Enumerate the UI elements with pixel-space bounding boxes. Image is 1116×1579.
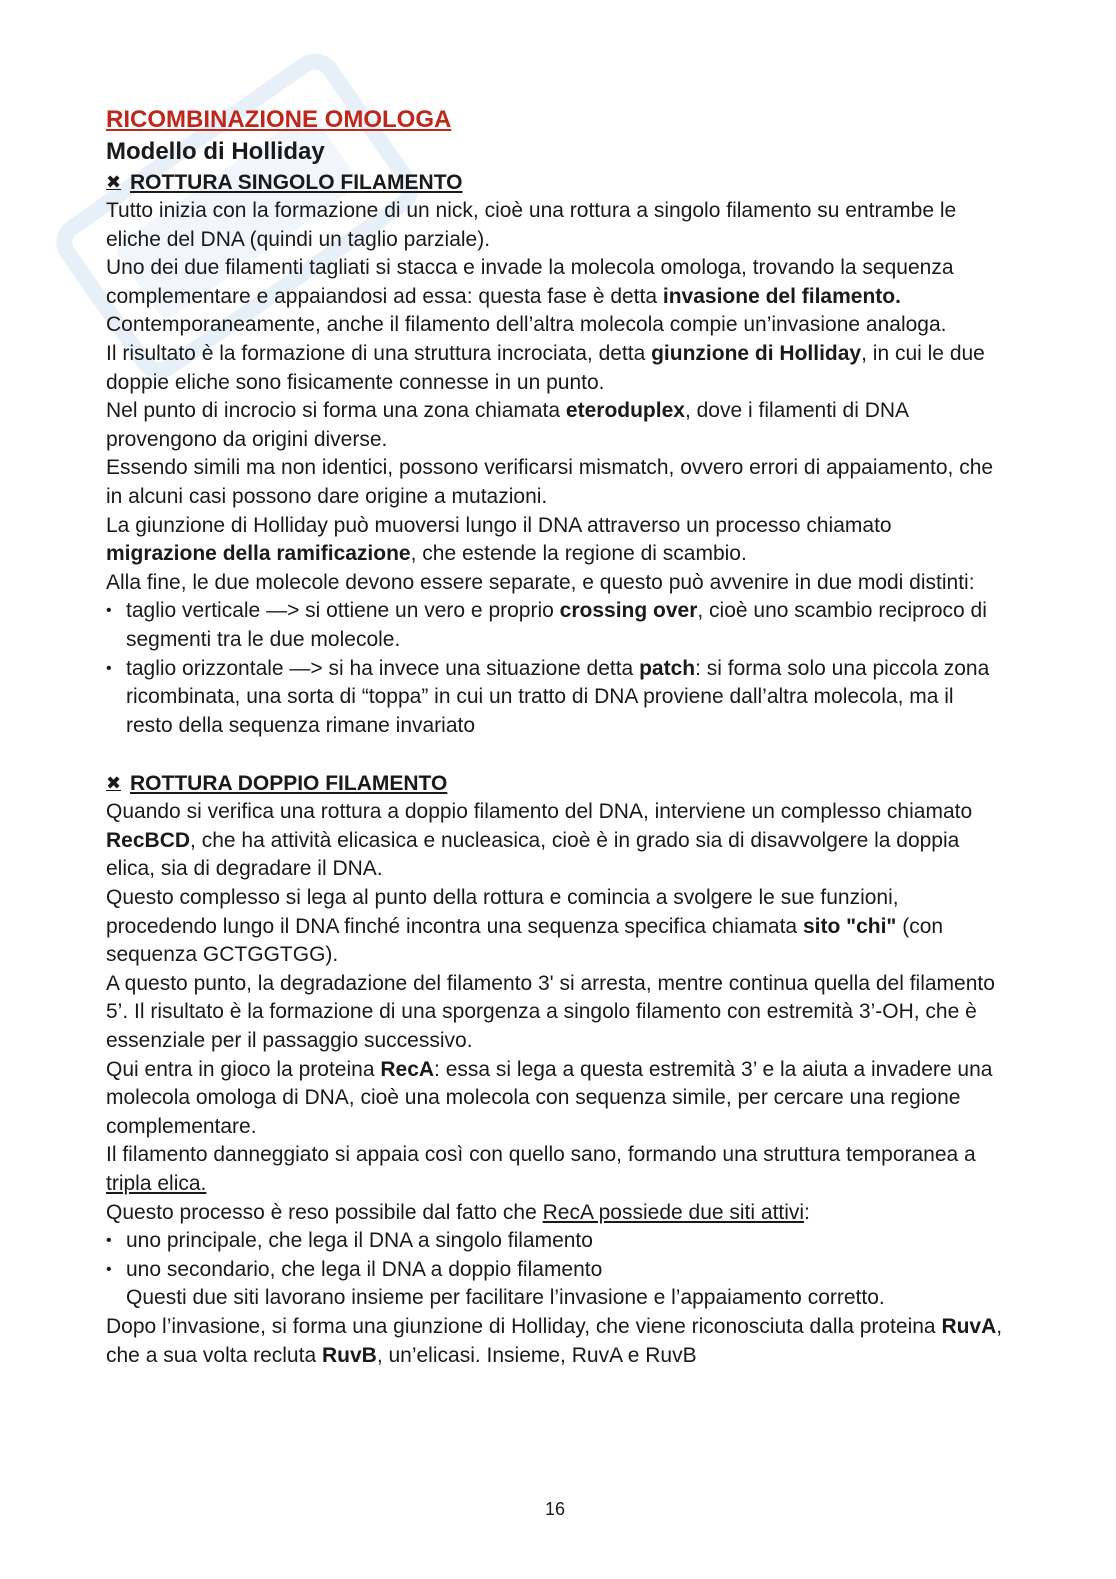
section-heading-label: ROTTURA SINGOLO FILAMENTO xyxy=(130,171,463,194)
list-item: • taglio orizzontale —> si ha invece una situazione detta patch: si forma solo una piccola zona ricombinata, una sorta di “toppa” in cui un tratto di DNA proviene dall’altra molecola, ma il resto della sequenza rimane invariato xyxy=(106,655,1006,741)
bullet-list xyxy=(106,597,1006,740)
bullet-icon: ✖ xyxy=(106,172,122,192)
bullet-list xyxy=(106,1227,1006,1284)
paragraph: Il filamento danneggiato si appaia così con quello sano, formando una struttura temporanea a tripla elica. xyxy=(106,1143,976,1195)
paragraph: Uno dei due filamenti tagliati si stacca e invade la molecola omologa, trovando la sequenza complementare e appaiandosi ad essa: questa fase è detta invasione del filamento. Contemporaneamente, anche il filamento dell’altra molecola compie un’invasione analoga. xyxy=(106,256,954,337)
paragraph: Il risultato è la formazione di una struttura incrociata, detta giunzione di Holliday, in cui le due doppie eliche sono fisicamente connesse in un punto. xyxy=(106,341,985,394)
list-item: • uno secondario, che lega il DNA a doppio filamento xyxy=(106,1256,1006,1285)
paragraph: La giunzione di Holliday può muoversi lungo il DNA attraverso un processo chiamato migrazione della ramificazione, che estende la regione di scambio. xyxy=(106,513,892,566)
paragraph: Qui entra in gioco la proteina RecA: essa si lega a questa estremità 3’ e la aiuta a invadere una molecola omologa di DNA, cioè una molecola con sequenza simile, per cercare una regione complementare. xyxy=(106,1057,993,1138)
paragraph: Questo processo è reso possibile dal fatto che RecA possiede due siti attivi: xyxy=(106,1200,810,1224)
paragraph: Essendo simili ma non identici, possono verificarsi mismatch, ovvero errori di appaiamento, che in alcuni casi possono dare origine a mutazioni. xyxy=(106,456,994,508)
paragraph: Dopo l’invasione, si forma una giunzione di Holliday, che viene riconosciuta dalla proteina RuvA, che a sua volta recluta RuvB, un’elicasi. Insieme, RuvA e RuvB xyxy=(106,1314,1003,1367)
list-item: • taglio verticale —> si ottiene un vero e proprio crossing over, cioè uno scambio reciproco di segmenti tra le due molecole. xyxy=(106,597,1006,654)
paragraph: Questo complesso si lega al punto della rottura e comincia a svolgere le sue funzioni, procedendo lungo il DNA finché incontra una sequenza specifica chiamata sito "chi" (con sequenza GCTGGTGG). xyxy=(106,886,944,967)
paragraph: Quando si verifica una rottura a doppio filamento del DNA, interviene un complesso chiamato RecBCD, che ha attività elicasica e nucleasica, cioè è in grado sia di disavvolgere la doppia elica, sia di degradare il DNA. xyxy=(106,800,973,881)
paragraph: Nel punto di incrocio si forma una zona chiamata eteroduplex, dove i filamenti di DNA provengono da origini diverse. xyxy=(106,399,908,451)
page-number: 16 xyxy=(544,1499,566,1519)
paragraph: Tutto inizia con la formazione di un nick, cioè una rottura a singolo filamento su entrambe le eliche del DNA (quindi un taglio parziale). xyxy=(106,199,957,251)
section-heading-double-strand xyxy=(106,769,1006,798)
paragraph: Questi due siti lavorano insieme per facilitare l’invasione e l’appaiamento corretto. xyxy=(126,1286,885,1310)
page-subtitle: Modello di Holliday xyxy=(106,138,325,165)
document-page xyxy=(106,104,1006,1370)
list-item: • uno principale, che lega il DNA a singolo filamento xyxy=(106,1227,1006,1256)
paragraph: Alla fine, le due molecole devono essere separate, e questo può avvenire in due modi distinti: xyxy=(106,570,975,594)
bullet-icon: ✖ xyxy=(106,773,122,794)
section-heading-single-strand xyxy=(106,168,1006,197)
page-title: RICOMBINAZIONE OMOLOGA xyxy=(106,106,452,133)
section-heading-label: ROTTURA DOPPIO FILAMENTO xyxy=(130,772,448,796)
paragraph: A questo punto, la degradazione del filamento 3' si arresta, mentre continua quella del filamento 5’. Il risultato è la formazione di una sporgenza a singolo filamento con estremità 3’-OH, che è essenziale per il passaggio successivo. xyxy=(106,971,995,1053)
